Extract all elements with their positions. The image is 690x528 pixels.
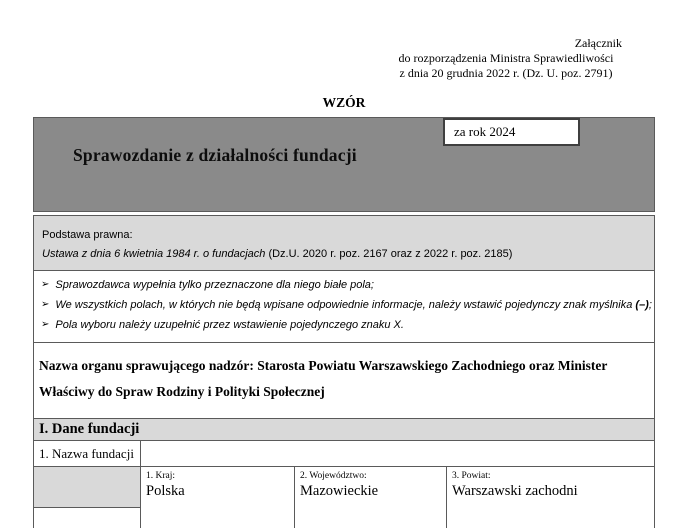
address-row	[33, 466, 655, 528]
instructions-section	[33, 270, 655, 343]
supervisor-section	[33, 342, 655, 419]
county-label: 3. Powiat:	[452, 471, 491, 481]
legal-basis-label: Podstawa prawna:	[42, 229, 133, 241]
foundation-name-row	[33, 440, 655, 467]
report-header	[33, 117, 655, 212]
instruction-item	[41, 299, 652, 319]
country-label: 1. Kraj:	[146, 471, 176, 481]
instruction-text: Pola wyboru należy uzupełnić przez wstawienie pojedynczego znaku X.	[55, 319, 404, 331]
foundation-name-label: 1. Nazwa fundacji	[34, 441, 141, 466]
arrow-bullet-icon: ➢	[41, 279, 50, 290]
supervisor-line-2: Właściwy do Spraw Rodziny i Polityki Społecznej	[39, 384, 325, 399]
legal-basis-act-ref: (Dz.U. 2020 r. poz. 2167 oraz z 2022 r. poz. 2185)	[265, 248, 513, 260]
voivodeship-label: 2. Województwo:	[300, 471, 367, 481]
legal-basis-section	[33, 215, 655, 271]
report-title: Sprawozdanie z działalności fundacji	[73, 145, 357, 165]
section-header-dane-fundacji: I. Dane fundacji	[33, 418, 655, 441]
address-row-spacer-cell	[34, 467, 141, 528]
voivodeship-field[interactable]	[295, 467, 447, 528]
instruction-text: We wszystkich polach, w których nie będą wpisane odpowiednie informacje, należy wstawić pojedynczy znak myślnika	[55, 299, 636, 311]
country-value[interactable]: Polska	[146, 483, 185, 499]
wzor-caption: WZÓR	[322, 95, 366, 110]
instruction-text: Sprawozdawca wypełnia tylko przeznaczone dla niego białe pola;	[55, 279, 374, 291]
annex-note	[386, 36, 626, 81]
report-year-field[interactable]: za rok 2024	[443, 118, 580, 146]
county-field[interactable]	[447, 467, 654, 528]
legal-basis-act	[42, 248, 646, 260]
foundation-name-field[interactable]	[141, 441, 654, 466]
instruction-item	[41, 279, 646, 299]
voivodeship-value[interactable]: Mazowieckie	[300, 483, 379, 499]
instruction-item	[41, 319, 646, 339]
annex-line-3: z dnia 20 grudnia 2022 r. (Dz. U. poz. 2791)	[399, 66, 613, 80]
supervisor-line-1: Nazwa organu sprawującego nadzór: Starosta Powiatu Warszawskiego Zachodniego oraz Minister	[39, 358, 608, 373]
address-row-gray-cell	[34, 467, 140, 508]
country-field[interactable]	[141, 467, 295, 528]
legal-basis-act-name: Ustawa z dnia 6 kwietnia 1984 r. o fundacjach	[42, 248, 266, 260]
annex-line-1: Załącznik	[574, 36, 622, 50]
instruction-tail: ;	[648, 299, 652, 311]
arrow-bullet-icon: ➢	[41, 319, 50, 330]
annex-line-2: do rozporządzenia Ministra Sprawiedliwości	[398, 51, 614, 65]
county-value[interactable]: Warszawski zachodni	[452, 483, 578, 499]
instruction-bold: (–)	[635, 299, 649, 311]
arrow-bullet-icon: ➢	[41, 299, 50, 310]
report-form	[33, 117, 655, 528]
